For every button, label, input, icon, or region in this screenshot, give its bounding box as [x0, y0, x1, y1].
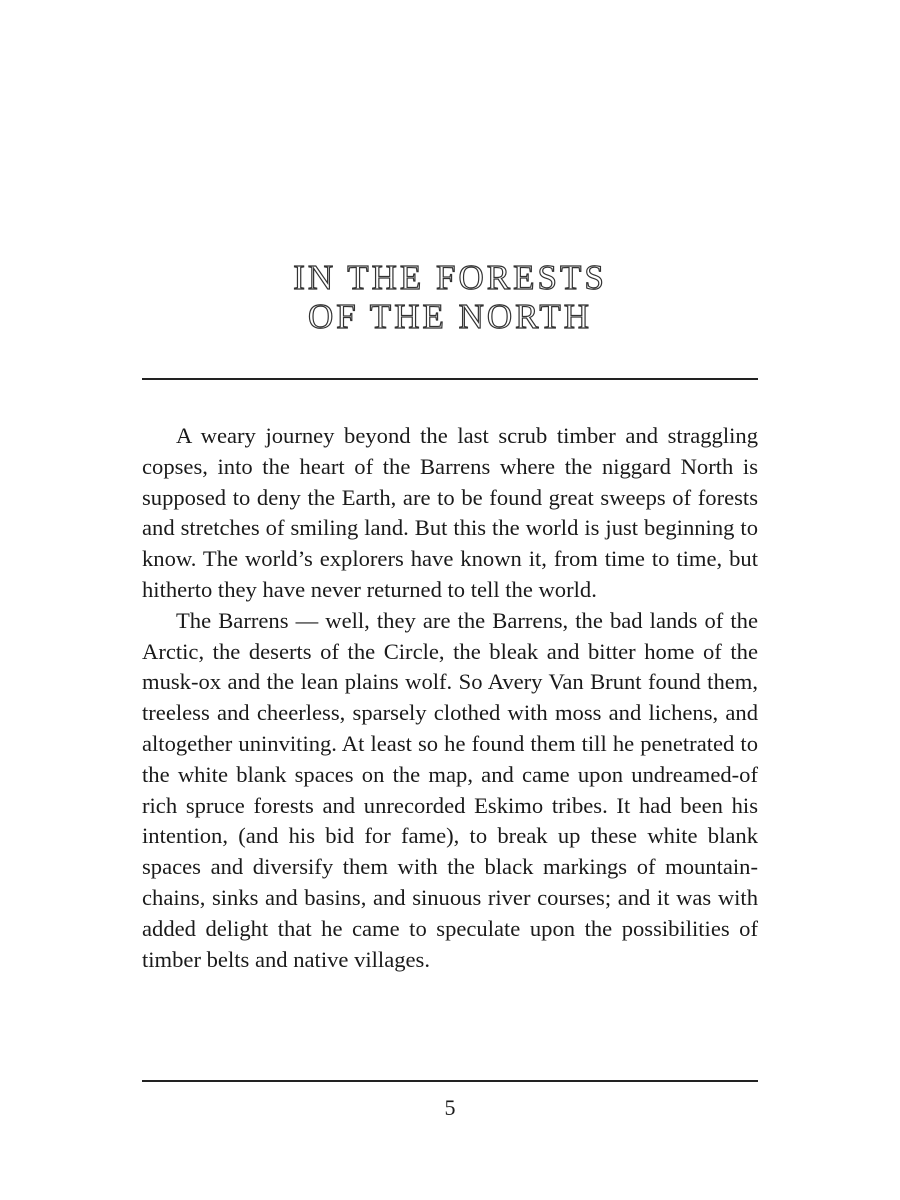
bottom-divider — [142, 1080, 758, 1082]
chapter-title — [140, 258, 760, 336]
chapter-title-line-2: OF THE NORTH — [307, 297, 593, 336]
top-divider — [142, 378, 758, 380]
paragraph-1: A weary journey beyond the last scrub timber and straggling copses, into the heart of the Barrens where the niggard North is supposed to deny the Earth, are to be found great sweeps of forests and stretches of smiling land. But this the world is just beginning to know. The world’s explorers have known it, from time to time, but hitherto they have never returned to tell the world. — [142, 423, 758, 602]
paragraph-2: The Barrens — well, they are the Barrens, the bad lands of the Arctic, the deserts of the Circle, the bleak and bitter home of the musk-ox and the lean plains wolf. So Avery Van Brunt found them, treeless and cheerless, sparsely clothed with moss and lichens, and altogether uninviting. At least so he found them till he penetrated to the white blank spaces on the map, and came upon undreamed-of rich spruce forests and unrecorded Eskimo tribes. It had been his intention, (and his bid for fame), to break up these white blank spaces and diversify them with the black markings of mountain-chains, sinks and basins, and sinuous river courses; and it was with added delight that he came to speculate upon the possibilities of timber belts and native villages. — [142, 607, 758, 972]
chapter-body — [142, 421, 758, 975]
chapter-title-line-1: IN THE FORESTS — [293, 258, 607, 297]
page-number: 5 — [444, 1095, 456, 1120]
